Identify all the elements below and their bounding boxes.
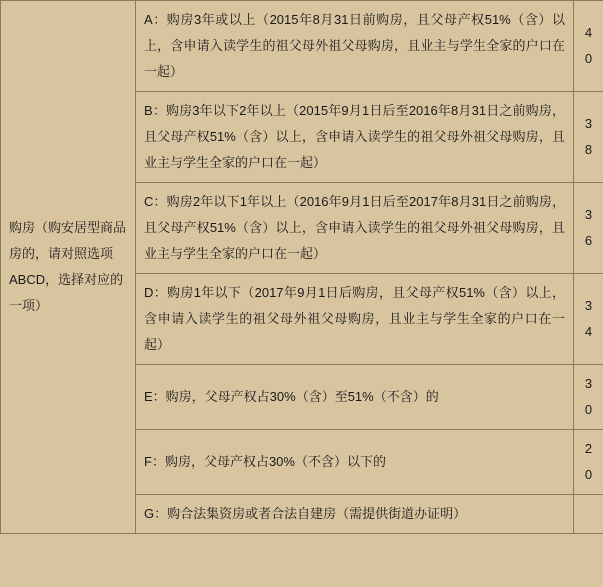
- option-description: A：购房3年或以上（2015年8月31日前购房，且父母产权51%（含）以上，含申请入读学生的祖父母外祖父母购房，且业主与学生全家的户口在一起）: [136, 1, 574, 92]
- option-score: [574, 495, 603, 534]
- option-score: [574, 183, 603, 274]
- score-value: 2 0: [584, 441, 593, 482]
- option-score: [574, 92, 603, 183]
- option-score: [574, 365, 603, 430]
- option-description: F：购房，父母产权占30%（不含）以下的: [136, 430, 574, 495]
- table-body: [1, 1, 603, 534]
- option-score: [574, 430, 603, 495]
- option-description: B：购房3年以下2年以上（2015年9月1日后至2016年8月31日之前购房，且父母产权51%（含）以上，含申请入读学生的祖父母外祖父母购房，且业主与学生全家的户口在一起）: [136, 92, 574, 183]
- option-description: C：购房2年以下1年以上（2016年9月1日后至2017年8月31日之前购房，且父母产权51%（含）以上，含申请入读学生的祖父母外祖父母购房，且业主与学生全家的户口在一起）: [136, 183, 574, 274]
- option-description: D：购房1年以下（2017年9月1日后购房，且父母产权51%（含）以上，含申请入读学生的祖父母外祖父母购房，且业主与学生全家的户口在一起）: [136, 274, 574, 365]
- category-cell: [1, 1, 136, 534]
- score-value: 4 0: [584, 25, 593, 66]
- score-value: 3 8: [584, 116, 593, 157]
- score-value: 3 4: [584, 298, 593, 339]
- option-score: [574, 274, 603, 365]
- category-label: 购房（购安居型商品房的，请对照选项ABCD，选择对应的一项）: [9, 220, 127, 313]
- option-score: [574, 1, 603, 92]
- option-description: E：购房，父母产权占30%（含）至51%（不含）的: [136, 365, 574, 430]
- score-value: 3 6: [584, 207, 593, 248]
- table-row: [1, 1, 603, 92]
- score-value: 3 0: [584, 376, 593, 417]
- option-description: G：购合法集资房或者合法自建房（需提供街道办证明）: [136, 495, 574, 534]
